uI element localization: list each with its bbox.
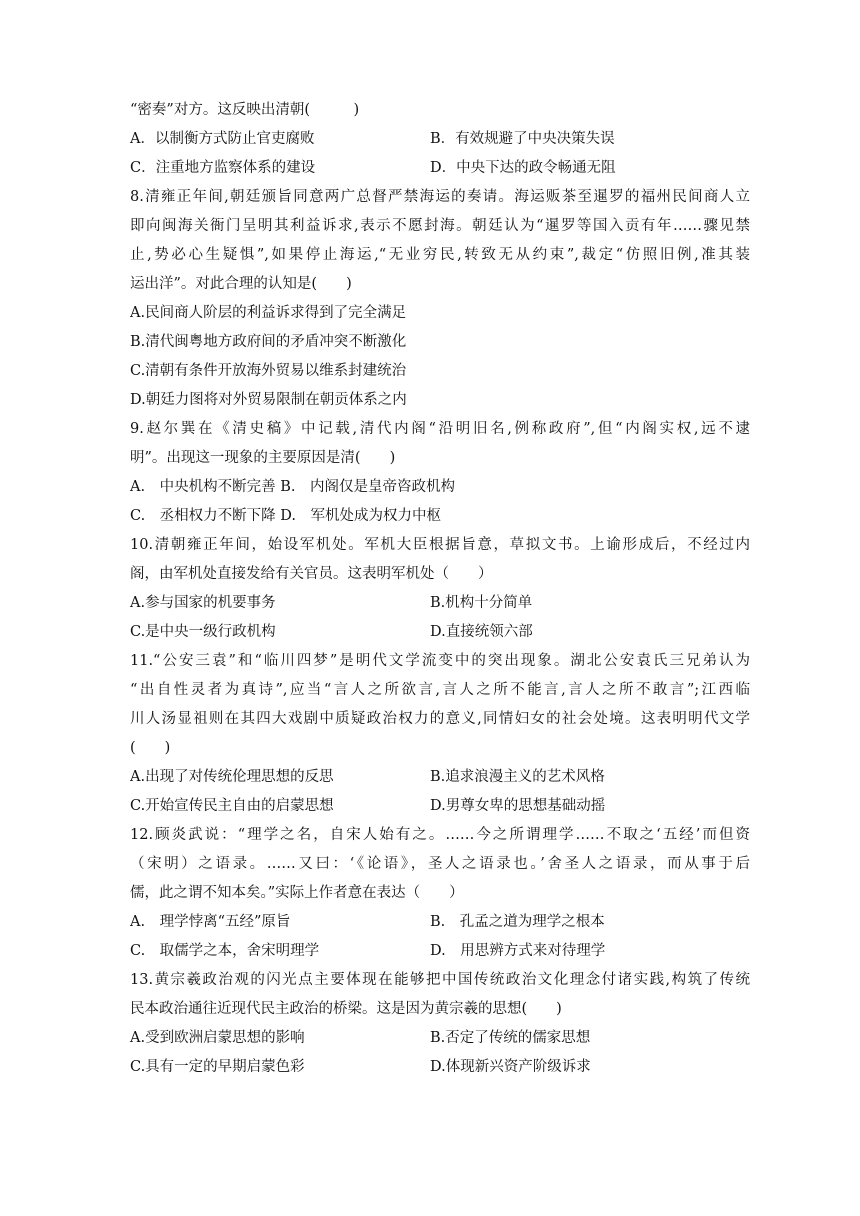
question-stem: 儒，此之谓不知本矣。”实际上作者意在表达（ ） [130, 885, 464, 901]
option-b[interactable]: B．有效规避了中央决策失误 [430, 131, 615, 147]
option-d[interactable]: D.男尊女卑的思想基础动摇 [430, 798, 606, 814]
question-stem: ( ) [130, 740, 171, 756]
option-d[interactable]: D.朝廷力图将对外贸易限制在朝贡体系之内 [130, 392, 407, 408]
option-row[interactable]: A. 中央机构不断完善 B. 内阁仅是皇帝咨政机构 [130, 479, 455, 495]
option-row [130, 125, 750, 154]
option-b[interactable]: B.否定了传统的儒家思想 [430, 1030, 591, 1046]
option-d[interactable]: D.直接统领六部 [430, 624, 533, 640]
option-a[interactable]: A. 理学悖离“五经”原旨 [130, 914, 291, 930]
question-stem: 11.“公安三袁”和“临川四梦”是明代文学流变中的突出现象。湖北公安袁氏三兄弟认为 [130, 653, 750, 669]
option-b[interactable]: B.追求浪漫主义的艺术风格 [430, 769, 605, 785]
question-stem: 13.黄宗羲政治观的闪光点主要体现在能够把中国传统政治文化理念付诸实践,构筑了传统 [130, 972, 750, 988]
option-d[interactable]: D. 用思辨方式来对待理学 [430, 943, 606, 959]
option-c[interactable]: C.清朝有条件开放海外贸易以维系封建统治 [130, 363, 407, 379]
question-7 [130, 96, 750, 183]
question-stem: 9.赵尔巽在《清史稿》中记载,清代内阁“沿明旧名,例称政府”,但“内阁实权,远不逮 [130, 421, 750, 437]
question-stem: “密奏”对方。这反映出清朝( ) [130, 102, 360, 118]
option-row[interactable]: C. 丞相权力不断下降 D. 军机处成为权力中枢 [130, 508, 442, 524]
option-c[interactable]: C. 取儒学之本，舍宋明理学 [130, 943, 320, 959]
option-c[interactable]: C.具有一定的早期启蒙色彩 [130, 1059, 305, 1075]
option-row [130, 589, 750, 618]
option-row [130, 763, 750, 792]
question-stem: 川人汤显祖则在其四大戏剧中质疑政治权力的意义,同情妇女的社会处境。这表明明代文学 [130, 711, 750, 727]
option-row [130, 1053, 750, 1082]
option-b[interactable]: B. 孔孟之道为理学之根本 [430, 914, 605, 930]
question-stem: 民本政治通往近现代民主政治的桥梁。这是因为黄宗羲的思想( ) [130, 1001, 562, 1017]
question-stem: 止,势必心生疑惧”,如果停止海运,“无业穷民,转致无从约束”,裁定“仿照旧例,准其装 [130, 247, 750, 263]
question-stem: 10.清朝雍正年间，始设军机处。军机大臣根据旨意，草拟文书。上谕形成后，不经过内 [130, 537, 750, 553]
option-a[interactable]: A.民间商人阶层的利益诉求得到了完全满足 [130, 305, 407, 321]
question-12 [130, 821, 750, 966]
option-b[interactable]: B.清代闽粤地方政府间的矛盾冲突不断激化 [130, 334, 407, 350]
option-b[interactable]: B.机构十分简单 [430, 595, 533, 611]
question-13 [130, 966, 750, 1082]
option-c[interactable]: C．注重地方监察体系的建设 [130, 160, 316, 176]
question-stem: 即向闽海关衙门呈明其利益诉求,表示不愿封海。朝廷认为“暹罗等国入贡有年……骤见禁 [130, 218, 750, 234]
question-stem: 明”。出现这一现象的主要原因是清( ) [130, 450, 396, 466]
question-8 [130, 183, 750, 415]
option-row [130, 1024, 750, 1053]
question-stem: 8.清雍正年间,朝廷颁旨同意两广总督严禁海运的奏请。海运贩茶至暹罗的福州民间商人立 [130, 189, 750, 205]
question-9 [130, 415, 750, 531]
question-11 [130, 647, 750, 821]
question-stem: （宋明）之语录。……又曰：‘《论语》，圣人之语录也。’舍圣人之语录，而从事于后 [130, 856, 750, 872]
question-stem: 12.顾炎武说：“理学之名，自宋人始有之。……今之所谓理学……不取之‘五经’而但资 [130, 827, 750, 843]
option-row [130, 618, 750, 647]
option-c[interactable]: C.开始宣传民主自由的启蒙思想 [130, 798, 334, 814]
option-row [130, 154, 750, 183]
question-stem: 阁，由军机处直接发给有关官员。这表明军机处（ ） [130, 566, 493, 582]
option-d[interactable]: D.体现新兴资产阶级诉求 [430, 1059, 591, 1075]
question-stem: 运出洋”。对此合理的认知是( ) [130, 276, 352, 292]
option-c[interactable]: C.是中央一级行政机构 [130, 624, 276, 640]
question-stem: “出自性灵者为真诗”,应当“言人之所欲言,言人之所不能言,言人之所不敢言”;江西临 [130, 682, 750, 698]
option-a[interactable]: A.出现了对传统伦理思想的反思 [130, 769, 334, 785]
option-a[interactable]: A.受到欧洲启蒙思想的影响 [130, 1030, 305, 1046]
option-row [130, 937, 750, 966]
option-a[interactable]: A．以制衡方式防止官吏腐败 [130, 131, 315, 147]
option-d[interactable]: D．中央下达的政令畅通无阻 [430, 160, 616, 176]
question-10 [130, 531, 750, 647]
exam-page [130, 96, 750, 1082]
option-row [130, 792, 750, 821]
option-a[interactable]: A.参与国家的机要事务 [130, 595, 276, 611]
option-row [130, 908, 750, 937]
